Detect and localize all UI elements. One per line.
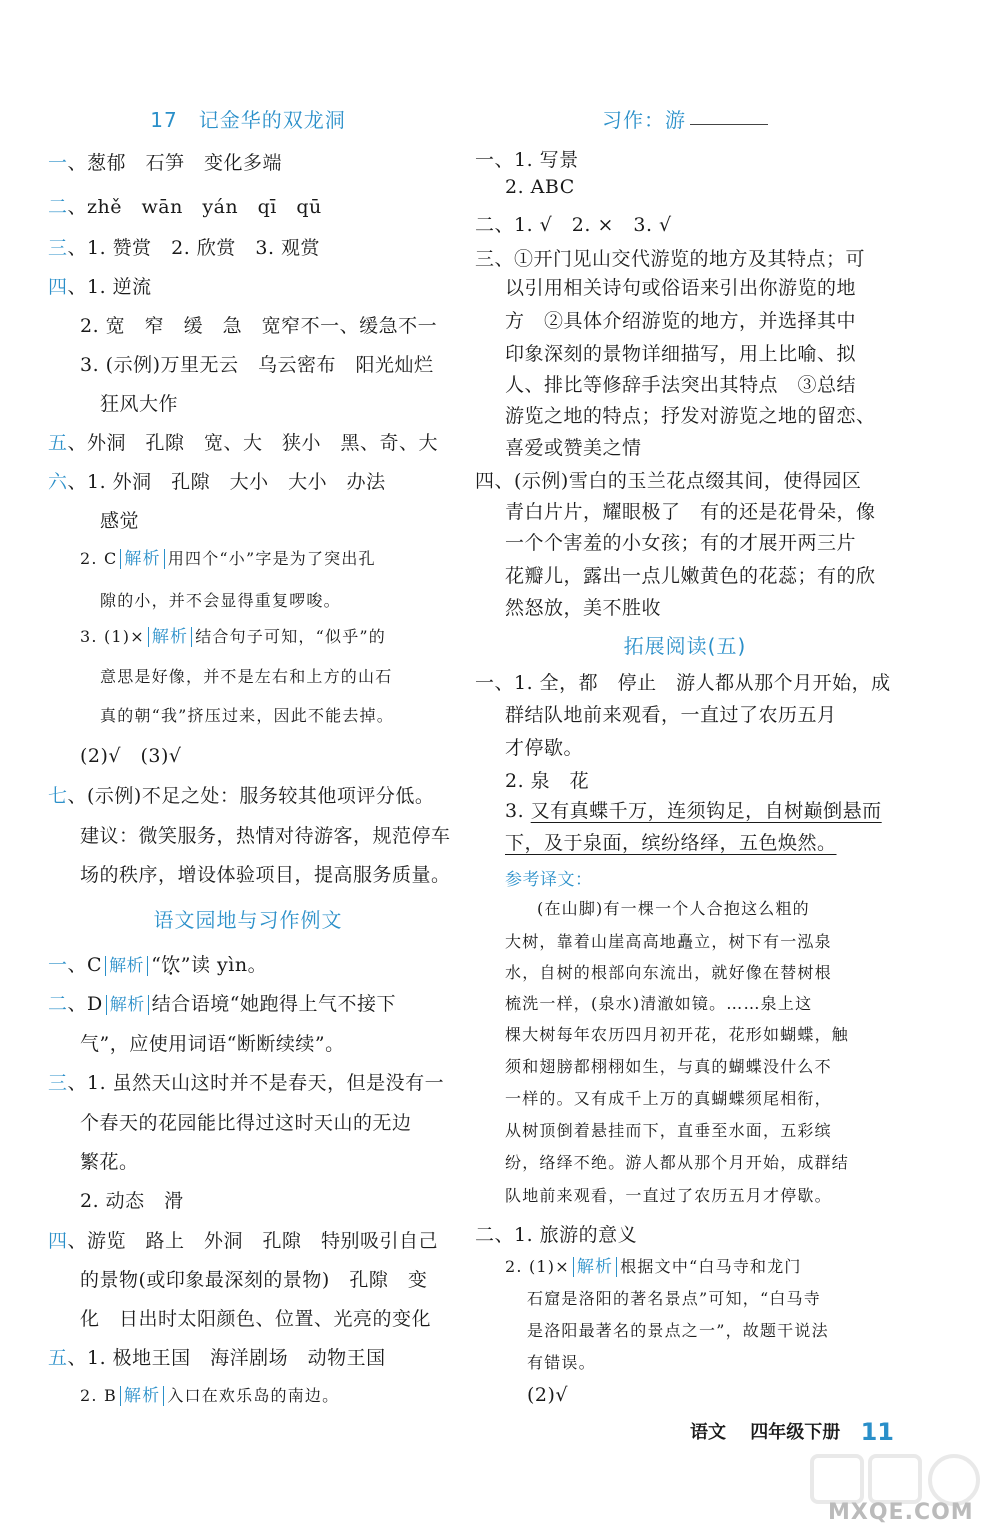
- answer-line: 真的朝“我”挤压过来，因此不能去掉。: [100, 706, 394, 725]
- footer-subject: 语文: [690, 1422, 726, 1443]
- watermark-text: MXQE.COM: [828, 1500, 974, 1525]
- answer-line: 是洛阳最著名的景点之一”，故题干说法: [527, 1321, 829, 1340]
- answer-line: 三、1. 虽然天山这时并不是春天，但是没有一: [48, 1072, 445, 1094]
- answer-line: 狂风大作: [100, 393, 179, 415]
- answer-line: 的景物(或印象最深刻的景物) 孔隙 变: [80, 1269, 428, 1291]
- translation-line: 从树顶倒着悬挂而下，直垂至水面，五彩缤: [505, 1121, 832, 1140]
- answer-line: 印象深刻的景物详细描写，用上比喻、拟: [505, 343, 857, 365]
- answer-line: 四、游览 路上 外洞 孔隙 特别吸引自己: [48, 1230, 439, 1252]
- answer-line: 2. 宽 窄 缓 急 宽窄不一、缓急不一: [80, 315, 438, 337]
- answer-line: 群结队地前来观看，一直过了农历五月: [505, 704, 837, 726]
- answer-line: 气”，应使用词语“断断续续”。: [80, 1033, 345, 1055]
- footer-grade: 四年级下册: [750, 1422, 841, 1443]
- analysis-tag: 解析: [573, 1257, 617, 1277]
- translation-line: 须和翅膀都栩栩如生，与真的蝴蝶没什么不: [505, 1057, 832, 1076]
- answer-line: 下，及于泉面，缤纷络绎，五色焕然。: [505, 832, 837, 854]
- answer-line: 才停歇。: [505, 737, 584, 759]
- section-title-lesson-17: 17 记金华的双龙洞: [150, 108, 346, 132]
- analysis-tag: 解析: [105, 956, 148, 976]
- answer-line: 2. (1)× 解析 根据文中“白马寺和龙门: [505, 1257, 802, 1277]
- answer-line: 3. (示例)万里无云 乌云密布 阳光灿烂: [80, 354, 434, 376]
- answer-line: 三、①开门见山交代游览的地方及其特点；可: [475, 248, 866, 270]
- answer-line: 建议：微笑服务，热情对待游客，规范停车: [80, 825, 451, 847]
- answer-line: 喜爱或赞美之情: [505, 437, 642, 459]
- answer-line: (2)√: [527, 1384, 569, 1406]
- translation-line: 梳洗一样，(泉水)清澈如镜。……泉上这: [505, 994, 813, 1013]
- answer-line: 化 日出时太阳颜色、位置、光亮的变化: [80, 1308, 432, 1330]
- analysis-tag: 解析: [120, 549, 164, 569]
- answer-line: 2. 动态 滑: [80, 1190, 184, 1212]
- answer-line: 方 ②具体介绍游览的地方，并选择其中: [505, 310, 857, 332]
- translation-line: 大树，靠着山崖高高地矗立，树下有一泓泉: [505, 932, 832, 951]
- translation-line: 纷，络绎不绝。游人都从那个月开始，成群结: [505, 1153, 850, 1172]
- answer-line: 2. B 解析 入口在欢乐岛的南边。: [80, 1386, 340, 1406]
- answer-line: 三、1. 赞赏 2. 欣赏 3. 观赏: [48, 237, 321, 259]
- answer-line: (2)√ (3)√: [80, 745, 182, 767]
- answer-line: 有错误。: [527, 1353, 596, 1372]
- section-title-writing: 习作：游: [475, 104, 895, 133]
- answer-line: 2. C 解析 用四个“小”字是为了突出孔: [80, 549, 376, 569]
- answer-line: 七、(示例)不足之处：服务较其他项评分低。: [48, 785, 435, 807]
- page-number: 11: [860, 1418, 894, 1446]
- answer-line: 一、1. 全，都 停止 游人都从那个月开始，成: [475, 672, 891, 694]
- answer-line: 石窟是洛阳的著名景点”可知，“白马寺: [527, 1289, 821, 1308]
- analysis-tag: 解析: [106, 995, 149, 1015]
- answer-line: 一、葱郁 石笋 变化多端: [48, 152, 283, 174]
- answer-line: 然怒放，美不胜收: [505, 597, 662, 619]
- answer-line: 感觉: [100, 510, 140, 532]
- answer-line: 繁花。: [80, 1151, 139, 1173]
- translation-line: (在山脚)有一棵一个人合抱这么粗的: [537, 899, 810, 918]
- answer-line: 二、1. 旅游的意义: [475, 1224, 638, 1246]
- analysis-tag: 解析: [120, 1386, 164, 1406]
- answer-line: 3. 又有真蝶千万，连须钩足，自树巅倒悬而: [505, 800, 882, 822]
- answer-line: 二、zhě wān yán qī qū: [48, 196, 322, 218]
- answer-line: 花瓣儿，露出一点儿嫩黄色的花蕊；有的欣: [505, 565, 876, 587]
- answer-line: 场的秩序，增设体验项目，提高服务质量。: [80, 864, 451, 886]
- answer-line: 四、(示例)雪白的玉兰花点缀其间，使得园区: [475, 470, 862, 492]
- answer-line: 个春天的花园能比得过这时天山的无边: [80, 1112, 412, 1134]
- answer-line: 3. (1)× 解析 结合句子可知，“似乎”的: [80, 627, 386, 647]
- analysis-tag: 解析: [148, 627, 192, 647]
- answer-line: 意思是好像，并不是左右和上方的山石: [100, 667, 393, 686]
- translation-line: 一样的。又有成千上万的真蝴蝶须尾相衔，: [505, 1089, 832, 1108]
- translation-line: 棵大树每年农历四月初开花，花形如蝴蝶，触: [505, 1025, 850, 1044]
- answer-line: 2. 泉 花: [505, 770, 590, 792]
- reference-translation-label: 参考译文：: [505, 870, 593, 890]
- answer-line: 以引用相关诗句或俗语来引出你游览的地: [505, 277, 857, 299]
- page-footer: [690, 1418, 894, 1446]
- answer-line: 二、D 解析 结合语境“她跑得上气不接下: [48, 993, 396, 1015]
- answer-line: 六、1. 外洞 孔隙 大小 大小 办法: [48, 471, 386, 493]
- answer-line: 一、C 解析 “饮”读 yìn。: [48, 954, 268, 976]
- answer-line: 隙的小，并不会显得重复啰唆。: [100, 591, 341, 610]
- translation-line: 水，自树的根部向东流出，就好像在替树根: [505, 963, 832, 982]
- answer-line: 五、1. 极地王国 海洋剧场 动物王国: [48, 1347, 386, 1369]
- fill-blank-line: [690, 123, 768, 125]
- answer-line: 一、1. 写景: [475, 149, 579, 171]
- answer-line: 青白片片，耀眼极了 有的还是花骨朵，像: [505, 501, 876, 523]
- section-title-extended-reading: 拓展阅读(五): [623, 634, 747, 658]
- answer-line: 游览之地的特点；抒发对游览之地的留恋、: [505, 405, 876, 427]
- answer-line: 人、排比等修辞手法突出其特点 ③总结: [505, 374, 857, 396]
- section-title-garden: 语文园地与习作例文: [153, 908, 343, 932]
- translation-line: 队地前来观看，一直过了农历五月才停歇。: [505, 1186, 832, 1205]
- answer-line: 一个个害羞的小女孩；有的才展开两三片: [505, 532, 857, 554]
- answer-line: 2. ABC: [505, 176, 575, 198]
- answer-line: 二、1. √ 2. × 3. √: [475, 214, 672, 236]
- answer-line: 四、1. 逆流: [48, 276, 152, 298]
- answer-line: 五、外洞 孔隙 宽、大 狭小 黑、奇、大: [48, 432, 439, 454]
